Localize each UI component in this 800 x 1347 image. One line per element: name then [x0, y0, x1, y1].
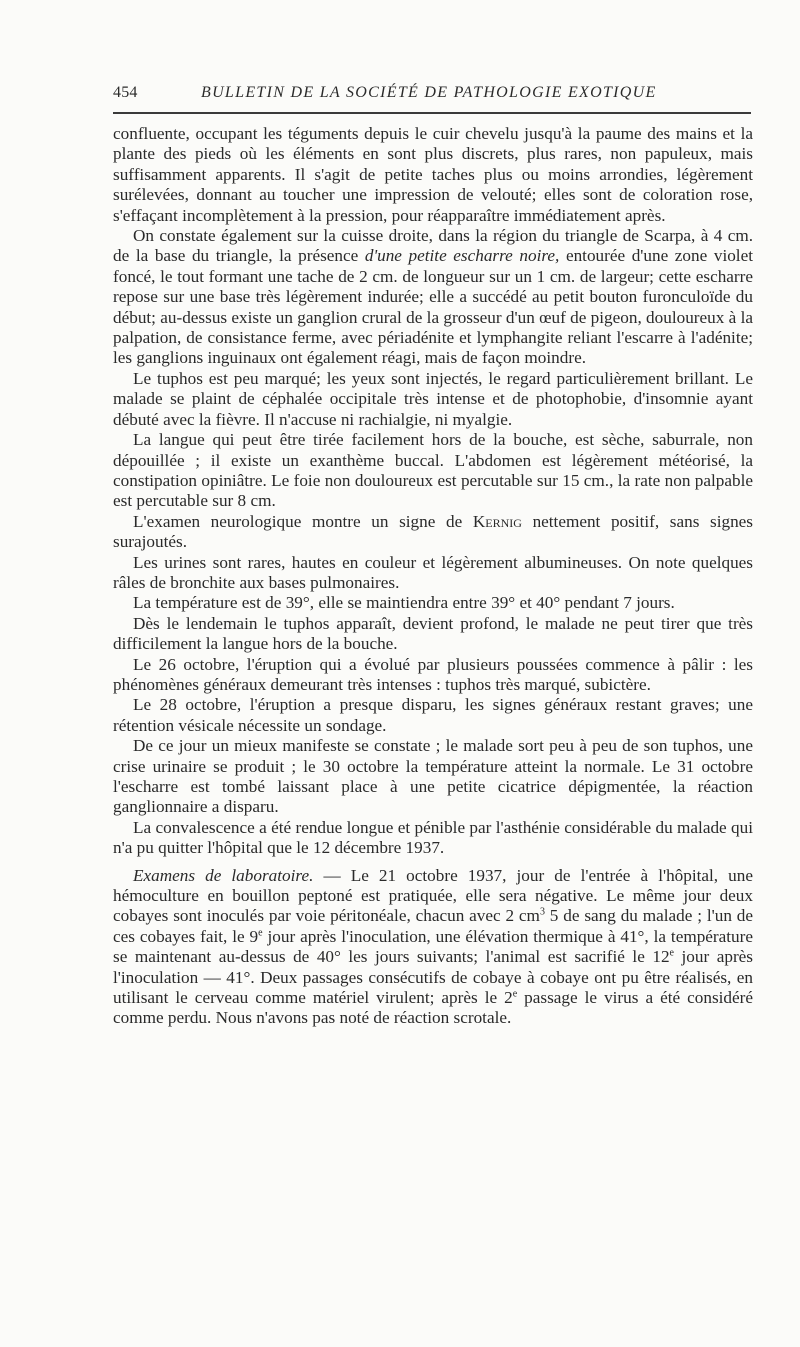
- text-run: L'examen neurologique montre un signe de: [133, 511, 473, 531]
- text-run: On constate également sur la cuisse droite, dans la région du triangle de Scarpa, à 4 cm. de la base du triangle, la présence: [113, 226, 753, 266]
- text-run: — Le 21 octobre 1937, jour de l'entrée à l'hôpital, une hémoculture en bouillon peptoné est pratiquée, elle sera négative. Le même jour deux cobayes sont inoculés par voie péritonéale, chacun avec 2 cm: [113, 865, 753, 926]
- page-number: 454: [113, 84, 138, 101]
- paragraph: [113, 866, 753, 1029]
- paragraph: De ce jour un mieux manifeste se constate ; le malade sort peu à peu de son tuphos, une crise urinaire se produit ; le 30 octobre la température atteint la normale. Le 31 octobre l'escharre est tombé laissant place à une petite cicatrice dépigmentée, la réaction ganglionnaire a disparu.: [113, 736, 753, 817]
- author-name: Kernig: [472, 511, 522, 531]
- paragraph: Les urines sont rares, hautes en couleur et légèrement albumineuses. On note quelques râles de bronchite aux bases pulmonaires.: [113, 552, 753, 592]
- text-run: 5 de sang du malade ; l'un de ces cobayes fait, le 9: [113, 906, 753, 946]
- text-run: jour après l'inoculation — 41°. Deux passages consécutifs de cobaye à cobaye ont pu être réalisés, en utilisant le cerveau comme matériel virulent; après le 2: [113, 947, 753, 1008]
- text-run: jour après l'inoculation, une élévation thermique à 41°, la température se maintenant au-dessus de 40° les jours suivants; l'animal est sacrifié le 12: [113, 926, 754, 967]
- section-heading: Examens de laboratoire.: [133, 865, 314, 885]
- italic-phrase: d'une petite escharre noire,: [364, 246, 560, 266]
- paragraph: Dès le lendemain le tuphos apparaît, devient profond, le malade ne peut tirer que très difficilement la langue hors de la bouche.: [113, 613, 753, 654]
- paragraph: La langue qui peut être tirée facilement hors de la bouche, est sèche, saburrale, non dépouillée ; il existe un exanthème buccal. L'abdomen est légèrement météorisé, la constipation opiniâtre. Le foie non douloureux est percutable sur 15 cm., la rate non palpable est percutable sur 8 cm.: [113, 430, 753, 511]
- text-run: entourée d'une zone violet foncé, le tout formant une tache de 2 cm. de longueur sur un 1 cm. de largeur; cette escharre repose sur une base très légèrement indurée; elle a succédé au petit bouton furonculoïde du début; au-dessus existe un ganglion crural de la grosseur d'un œuf de pigeon, douloureux à la palpation, de consistance ferme, avec périadénite et lymphangite reliant l'escarre à l'adénite; les ganglions inguinaux ont également réagi, mais de façon moindre.: [113, 246, 753, 368]
- paragraph: La convalescence a été rendue longue et pénible par l'asthénie considérable du malade qui n'a pu quitter l'hôpital que le 12 décembre 1937.: [113, 817, 753, 858]
- superscript: 3: [539, 906, 545, 918]
- superscript: e: [669, 947, 674, 959]
- paragraph: confluente, occupant les téguments depuis le cuir chevelu jusqu'à la paume des mains et la plante des pieds où les éléments en sont plus discrets, plus rares, non papuleux, mais suffisamment apparents. Il s'agit de petite taches plus ou moins arrondies, légèrement surélevées, donnant au toucher une impression de velouté; elles sont de coloration rose, s'effaçant incomplètement à la pression, pour réapparaître immédiatement après.: [113, 124, 753, 225]
- superscript: e: [258, 927, 263, 939]
- journal-title: BULLETIN DE LA SOCIÉTÉ DE PATHOLOGIE EXOTIQUE: [201, 84, 657, 101]
- paragraph: Le 28 octobre, l'éruption a presque disparu, les signes généraux restant graves; une rétention vésicale nécessite un sondage.: [113, 695, 753, 735]
- paragraph: [113, 512, 753, 553]
- paragraph: La température est de 39°, elle se maintiendra entre 39° et 40° pendant 7 jours.: [133, 593, 675, 613]
- text-run: passage le virus a été considéré comme perdu. Nous n'avons pas noté de réaction scrotale.: [113, 988, 753, 1028]
- paragraph: Le tuphos est peu marqué; les yeux sont injectés, le regard particulièrement brillant. Le malade se plaint de céphalée occipitale très intense et de photophobie, d'insomnie ayant débuté avec la fièvre. Il n'accuse ni rachialgie, ni myalgie.: [113, 368, 753, 429]
- paragraph: Le 26 octobre, l'éruption qui a évolué par plusieurs poussées commence à pâlir : les phénomènes généraux demeurant très intenses : tuphos très marqué, subictère.: [113, 654, 753, 694]
- article-body: [113, 124, 753, 1029]
- paragraph: [113, 226, 753, 369]
- running-header: [113, 84, 753, 110]
- header-rule: [113, 112, 751, 114]
- text-run: nettement positif, sans signes surajoutés.: [113, 511, 753, 552]
- superscript: e: [512, 988, 518, 1000]
